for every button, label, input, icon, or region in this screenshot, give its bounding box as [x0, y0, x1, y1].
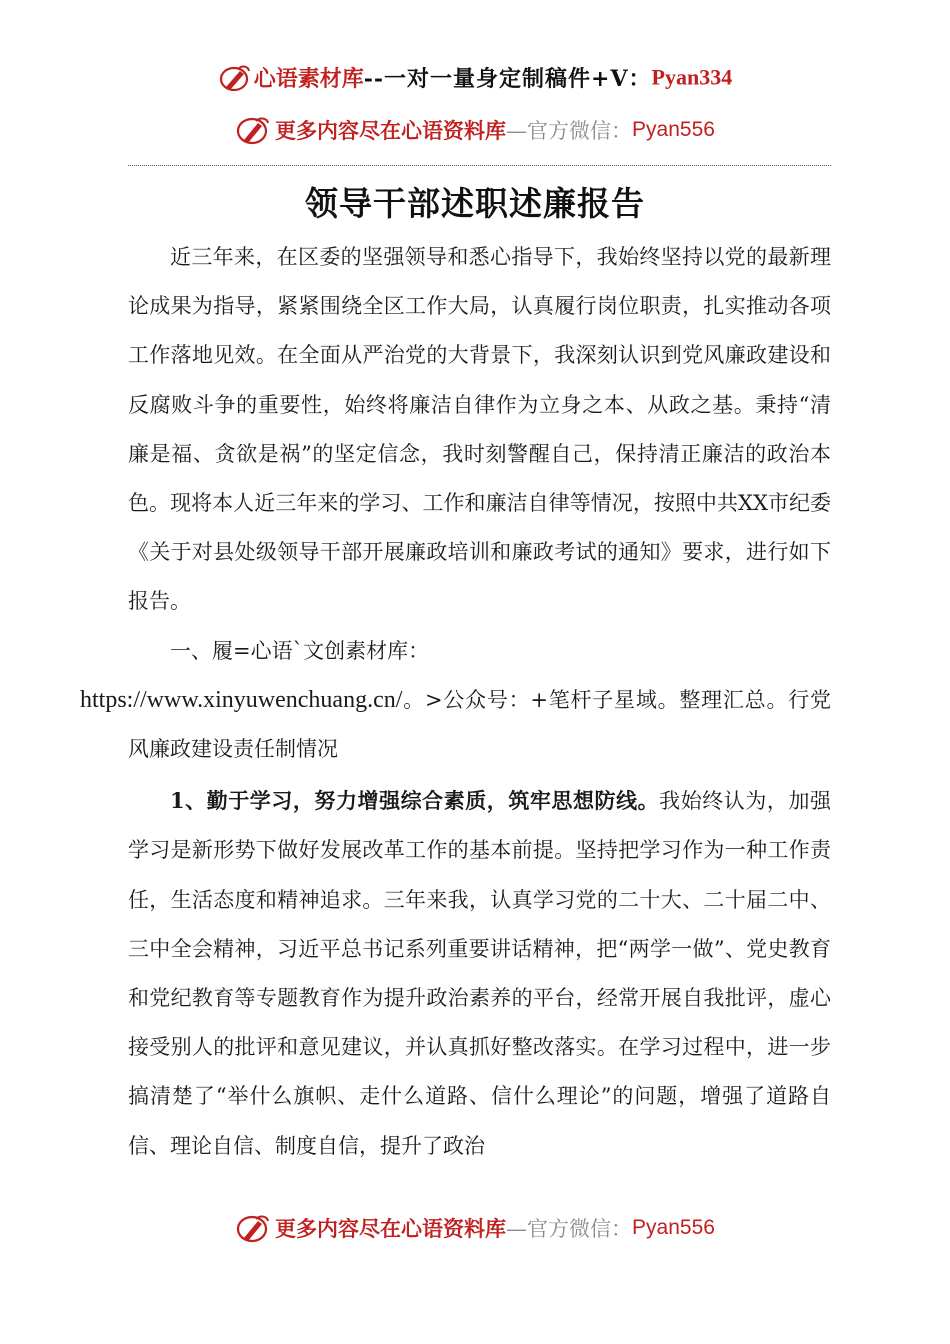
pen-logo-icon — [235, 1212, 271, 1244]
header-banner — [0, 62, 950, 93]
item-paragraph — [128, 776, 831, 1171]
footer-text: 更多内容尽在心语资料库 — [275, 1216, 507, 1241]
pen-logo-icon — [235, 114, 271, 146]
header-brand: 心语素材库 — [253, 66, 364, 92]
footer-wechat: Pyan556 — [632, 1216, 715, 1239]
section-heading — [80, 627, 831, 775]
item-body: 我始终认为，加强学习是新形势下做好发展改革工作的基本前提。坚持把学习作为一种工作责任，生活态度和精神追求。三年来我，认真学习党的二十大、二十届二中、三中全会精神，习近平总书记系列重要讲话精神，把“两学一做”、党史教育和党纪教育等专题教育作为提升政治素养的平台，经常开展自我批评，虚心接受别人的批评和意见建议，并认真抓好整改落实。在学习过程中，进一步搞清楚了“举什么旗帜、走什么道路、信什么理论”的问题，增强了道路自信、理论自信、制度自信，提升了政治 — [128, 789, 831, 1158]
section-heading-rest: 。>公众号：+笔杆子星域。整理汇总。行党风廉政建设责任制情况 — [128, 687, 831, 762]
subbanner-label: —官方微信： — [506, 119, 633, 143]
footer-label: —官方微信： — [506, 1217, 633, 1241]
footer-banner — [0, 1212, 950, 1244]
document-title: 领导干部述职述廉报告 — [305, 184, 645, 223]
subbanner-text: 更多内容尽在心语资料库 — [275, 118, 507, 143]
item-heading: 1、勤于学习，努力增强综合素质，筑牢思想防线。 — [170, 788, 660, 814]
subbanner-wechat: Pyan556 — [632, 118, 715, 141]
header-wechat: Pyan334 — [651, 64, 733, 90]
section-heading-text: 一、履=心语`文创素材库： — [170, 638, 430, 663]
header-divider — [128, 165, 831, 166]
header-slogan: --一对一量身定制稿件+V： — [363, 66, 652, 92]
section-url: https://www.xinyuwenchuang.cn/ — [80, 686, 403, 713]
document-body — [80, 233, 831, 1171]
pen-logo-icon — [218, 63, 252, 93]
header-subbanner — [0, 114, 950, 146]
intro-paragraph: 近三年来，在区委的坚强领导和悉心指导下，我始终坚持以党的最新理论成果为指导，紧紧围绕全区工作大局，认真履行岗位职责，扎实推动各项工作落地见效。在全面从严治党的大背景下，我深刻认识到党风廉政建设和反腐败斗争的重要性，始终将廉洁自律作为立身之本、从政之基。秉持“清廉是福、贪欲是祸”的坚定信念，我时刻警醒自己，保持清正廉洁的政治本色。现将本人近三年来的学习、工作和廉洁自律等情况，按照中共XX市纪委《关于对县处级领导干部开展廉政培训和廉政考试的通知》要求，进行如下报告。 — [128, 245, 831, 614]
